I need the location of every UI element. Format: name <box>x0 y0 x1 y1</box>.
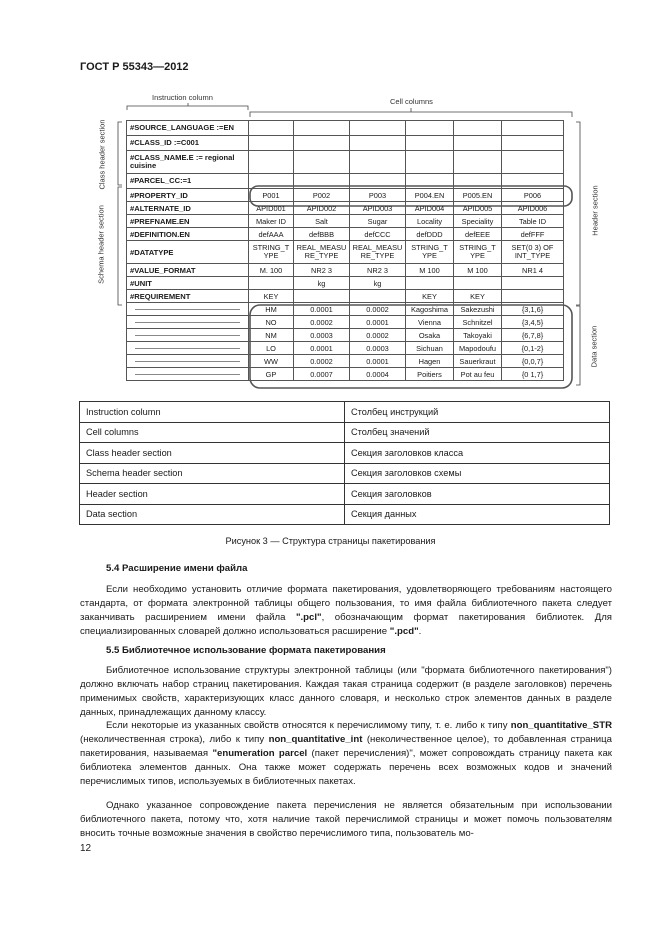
schema-value-cell: Speciality <box>454 215 502 228</box>
schema-value-cell: REAL_MEASU RE_TYPE <box>350 241 406 264</box>
data-value-cell: {0 1,7} <box>502 368 564 381</box>
schema-value-cell: APID003 <box>350 202 406 215</box>
empty-cell <box>249 151 294 174</box>
legend-term-en: Instruction column <box>80 402 345 423</box>
data-value-cell: Sauerkraut <box>454 355 502 368</box>
legend-row <box>80 402 610 423</box>
data-row <box>127 303 564 316</box>
data-value-cell: Takoyaki <box>454 329 502 342</box>
schema-value-cell: STRING_T YPE <box>249 241 294 264</box>
schema-value-cell: defEEE <box>454 228 502 241</box>
schema-value-cell: P005.EN <box>454 189 502 202</box>
schema-value-cell: KEY <box>406 290 454 303</box>
data-value-cell: Sakezushi <box>454 303 502 316</box>
legend-term-ru: Секция заголовков схемы <box>345 463 610 484</box>
legend-term-ru: Секция заголовков <box>345 484 610 505</box>
empty-cell <box>294 121 350 136</box>
schema-value-cell: REAL_MEASU RE_TYPE <box>294 241 350 264</box>
class-instruction-cell: #CLASS_NAME.E := regional cuisine <box>127 151 249 174</box>
schema-header-row <box>127 215 564 228</box>
instruction-column-label: Instruction column <box>152 93 213 102</box>
empty-cell <box>454 121 502 136</box>
schema-value-cell <box>406 277 454 290</box>
data-value-cell: Kagoshima <box>406 303 454 316</box>
data-value-cell: 0.0002 <box>294 355 350 368</box>
schema-value-cell: P006 <box>502 189 564 202</box>
document-header: ГОСТ Р 55343—2012 <box>80 61 189 73</box>
data-value-cell: WW <box>249 355 294 368</box>
empty-cell <box>406 121 454 136</box>
data-value-cell: {3,4,5} <box>502 316 564 329</box>
data-value-cell: 0.0001 <box>350 355 406 368</box>
schema-value-cell: STRING_T YPE <box>454 241 502 264</box>
page-number: 12 <box>80 843 92 854</box>
schema-value-cell: Locality <box>406 215 454 228</box>
schema-value-cell: APID006 <box>502 202 564 215</box>
data-value-cell: 0.0007 <box>294 368 350 381</box>
schema-value-cell: defDDD <box>406 228 454 241</box>
empty-cell <box>454 174 502 189</box>
schema-value-cell: APID005 <box>454 202 502 215</box>
schema-instruction-cell: #PROPERTY_ID <box>127 189 249 202</box>
data-value-cell: 0.0002 <box>350 303 406 316</box>
data-value-cell: 0.0001 <box>294 303 350 316</box>
schema-value-cell: NR2 3 <box>350 264 406 277</box>
empty-cell <box>350 174 406 189</box>
data-value-cell: Hagen <box>406 355 454 368</box>
schema-value-cell: P002 <box>294 189 350 202</box>
class-header-row <box>127 151 564 174</box>
empty-instruction-cell <box>127 329 249 342</box>
schema-value-cell: APID002 <box>294 202 350 215</box>
section-5-5-paragraph-1: Библиотечное использование структуры электронной таблицы (или "формата библиотечного пакетирования") должно включать набор страниц пакетирования. Каждая такая страница содержит (в разделе заголовков) перечень применимых свойств, характеризующих класс данного словаря, и несколько строк элементов данных в разделе данных, принадлежащих данному классу. <box>80 665 612 718</box>
schema-instruction-cell: #DATATYPE <box>127 241 249 264</box>
empty-instruction-cell <box>127 342 249 355</box>
data-value-cell: Poitiers <box>406 368 454 381</box>
empty-cell <box>249 174 294 189</box>
schema-value-cell: Table ID <box>502 215 564 228</box>
empty-cell <box>249 136 294 151</box>
data-value-cell: 0.0001 <box>294 342 350 355</box>
schema-value-cell: SET(0 3) OF INT_TYPE <box>502 241 564 264</box>
data-value-cell: GP <box>249 368 294 381</box>
empty-cell <box>350 121 406 136</box>
class-instruction-cell: #CLASS_ID :=C001 <box>127 136 249 151</box>
empty-cell <box>249 121 294 136</box>
schema-value-cell: kg <box>294 277 350 290</box>
empty-cell <box>406 174 454 189</box>
data-value-cell: Pot au feu <box>454 368 502 381</box>
empty-cell <box>502 151 564 174</box>
class-instruction-cell: #PARCEL_CC:=1 <box>127 174 249 189</box>
schema-value-cell <box>249 277 294 290</box>
data-value-cell: Schnitzel <box>454 316 502 329</box>
data-value-cell: Mapodoufu <box>454 342 502 355</box>
schema-value-cell: NR1 4 <box>502 264 564 277</box>
data-row <box>127 316 564 329</box>
legend-term-en: Data section <box>80 504 345 525</box>
data-value-cell: 0.0002 <box>350 329 406 342</box>
data-value-cell: 0.0003 <box>294 329 350 342</box>
legend-row <box>80 443 610 464</box>
schema-value-cell: NR2 3 <box>294 264 350 277</box>
schema-header-row <box>127 264 564 277</box>
empty-cell <box>454 151 502 174</box>
empty-instruction-cell <box>127 355 249 368</box>
schema-header-row <box>127 277 564 290</box>
empty-cell <box>294 136 350 151</box>
empty-instruction-cell <box>127 368 249 381</box>
data-row <box>127 368 564 381</box>
empty-cell <box>502 121 564 136</box>
schema-value-cell <box>502 290 564 303</box>
empty-cell <box>502 136 564 151</box>
section-5-5-paragraph-3: Однако указанное сопровождение пакета перечисления не является обязательным при использовании библиотечного пакета, потому что, хотя наличие такой перечислимой страницы и может помочь пользователям вносить точные возможные значения в свойство перечислимого типа, пользователь мо- <box>80 800 612 839</box>
schema-value-cell: defAAA <box>249 228 294 241</box>
schema-header-row <box>127 241 564 264</box>
class-header-row <box>127 121 564 136</box>
data-value-cell: 0.0003 <box>350 342 406 355</box>
data-value-cell: {6,7,8} <box>502 329 564 342</box>
legend-row <box>80 504 610 525</box>
legend-term-en: Schema header section <box>80 463 345 484</box>
schema-value-cell <box>502 277 564 290</box>
data-value-cell: 0.0002 <box>294 316 350 329</box>
schema-header-row <box>127 189 564 202</box>
schema-value-cell <box>454 277 502 290</box>
cell-columns-label: Cell columns <box>390 97 433 106</box>
parcel-structure-grid <box>126 120 564 381</box>
data-value-cell: 0.0004 <box>350 368 406 381</box>
schema-value-cell: P004.EN <box>406 189 454 202</box>
data-section-label: Data section <box>589 325 599 368</box>
empty-cell <box>350 136 406 151</box>
legend-term-ru: Секция данных <box>345 504 610 525</box>
schema-header-row <box>127 290 564 303</box>
data-value-cell: {3,1,6} <box>502 303 564 316</box>
schema-value-cell: Sugar <box>350 215 406 228</box>
empty-cell <box>294 151 350 174</box>
legend-term-en: Header section <box>80 484 345 505</box>
data-row <box>127 329 564 342</box>
section-5-5-paragraph-2: Если некоторые из указанных свойств относятся к перечислимому типу, т. е. либо к типу non_quantitative_STR (неколичественная строка), либо к типу non_quantitative_int (неколичественное целое), то добавленная страница пакетирования, называемая "enumeration parcel (пакет перечисления)", может сопровождать страницу пакета как библиотека элементов данных. Она также может содержать перечень всех возможных кодов и значений перечислимых типов, используемых в библиотечных пакетах. <box>80 720 612 787</box>
schema-header-row <box>127 202 564 215</box>
data-value-cell: HM <box>249 303 294 316</box>
schema-value-cell <box>350 290 406 303</box>
section-5-4-paragraph: Если необходимо установить отличие формата пакетирования, удовлетворяющего требованиям настоящего стандарта, от формата электронной таблицы общего пользования, то имя файла библиотечного пакета следует заканчивать расширением имени файла ".pcl", обозначающим формат пакетирования библиотек. Для специализированных словарей должно использоваться расширение ".pcd". <box>80 584 613 637</box>
empty-cell <box>502 174 564 189</box>
schema-value-cell: P003 <box>350 189 406 202</box>
empty-instruction-cell <box>127 316 249 329</box>
data-value-cell: NM <box>249 329 294 342</box>
legend-term-en: Class header section <box>80 443 345 464</box>
schema-value-cell: defFFF <box>502 228 564 241</box>
legend-row <box>80 422 610 443</box>
section-5-5-heading: 5.5 Библиотечное использование формата пакетирования <box>106 645 386 656</box>
schema-value-cell: KEY <box>249 290 294 303</box>
schema-value-cell: APID001 <box>249 202 294 215</box>
legend-row <box>80 484 610 505</box>
data-value-cell: Vienna <box>406 316 454 329</box>
empty-cell <box>406 136 454 151</box>
class-instruction-cell: #SOURCE_LANGUAGE :=EN <box>127 121 249 136</box>
empty-cell <box>350 151 406 174</box>
schema-instruction-cell: #UNIT <box>127 277 249 290</box>
schema-value-cell <box>294 290 350 303</box>
schema-value-cell: defBBB <box>294 228 350 241</box>
data-value-cell: Sichuan <box>406 342 454 355</box>
legend-term-en: Cell columns <box>80 422 345 443</box>
schema-value-cell: M 100 <box>454 264 502 277</box>
class-header-row <box>127 136 564 151</box>
schema-instruction-cell: #VALUE_FORMAT <box>127 264 249 277</box>
empty-cell <box>454 136 502 151</box>
legend-term-ru: Столбец значений <box>345 422 610 443</box>
schema-value-cell: M. 100 <box>249 264 294 277</box>
schema-instruction-cell: #DEFINITION.EN <box>127 228 249 241</box>
schema-value-cell: APID004 <box>406 202 454 215</box>
data-value-cell: {0,0,7} <box>502 355 564 368</box>
class-header-row <box>127 174 564 189</box>
schema-value-cell: STRING_T YPE <box>406 241 454 264</box>
schema-header-section-label: Schema header section <box>96 205 106 284</box>
legend-table <box>79 401 610 525</box>
data-value-cell: 0.0001 <box>350 316 406 329</box>
data-value-cell: LO <box>249 342 294 355</box>
section-5-4-heading: 5.4 Расширение имени файла <box>106 563 248 574</box>
empty-cell <box>406 151 454 174</box>
schema-value-cell: Salt <box>294 215 350 228</box>
empty-instruction-cell <box>127 303 249 316</box>
schema-value-cell: defCCC <box>350 228 406 241</box>
data-row <box>127 342 564 355</box>
schema-value-cell: M 100 <box>406 264 454 277</box>
schema-value-cell: Maker ID <box>249 215 294 228</box>
figure-caption: Рисунок 3 — Структура страницы пакетирования <box>225 536 436 546</box>
schema-value-cell: kg <box>350 277 406 290</box>
class-header-section-label: Class header section <box>97 119 107 190</box>
legend-term-ru: Секция заголовков класса <box>345 443 610 464</box>
schema-value-cell: P001 <box>249 189 294 202</box>
schema-instruction-cell: #ALTERNATE_ID <box>127 202 249 215</box>
data-value-cell: {0,1-2} <box>502 342 564 355</box>
header-section-label: Header section <box>590 185 600 236</box>
schema-header-row <box>127 228 564 241</box>
schema-instruction-cell: #REQUIREMENT <box>127 290 249 303</box>
schema-instruction-cell: #PREFNAME.EN <box>127 215 249 228</box>
schema-value-cell: KEY <box>454 290 502 303</box>
data-value-cell: NO <box>249 316 294 329</box>
legend-row <box>80 463 610 484</box>
empty-cell <box>294 174 350 189</box>
legend-term-ru: Столбец инструкций <box>345 402 610 423</box>
data-value-cell: Osaka <box>406 329 454 342</box>
data-row <box>127 355 564 368</box>
